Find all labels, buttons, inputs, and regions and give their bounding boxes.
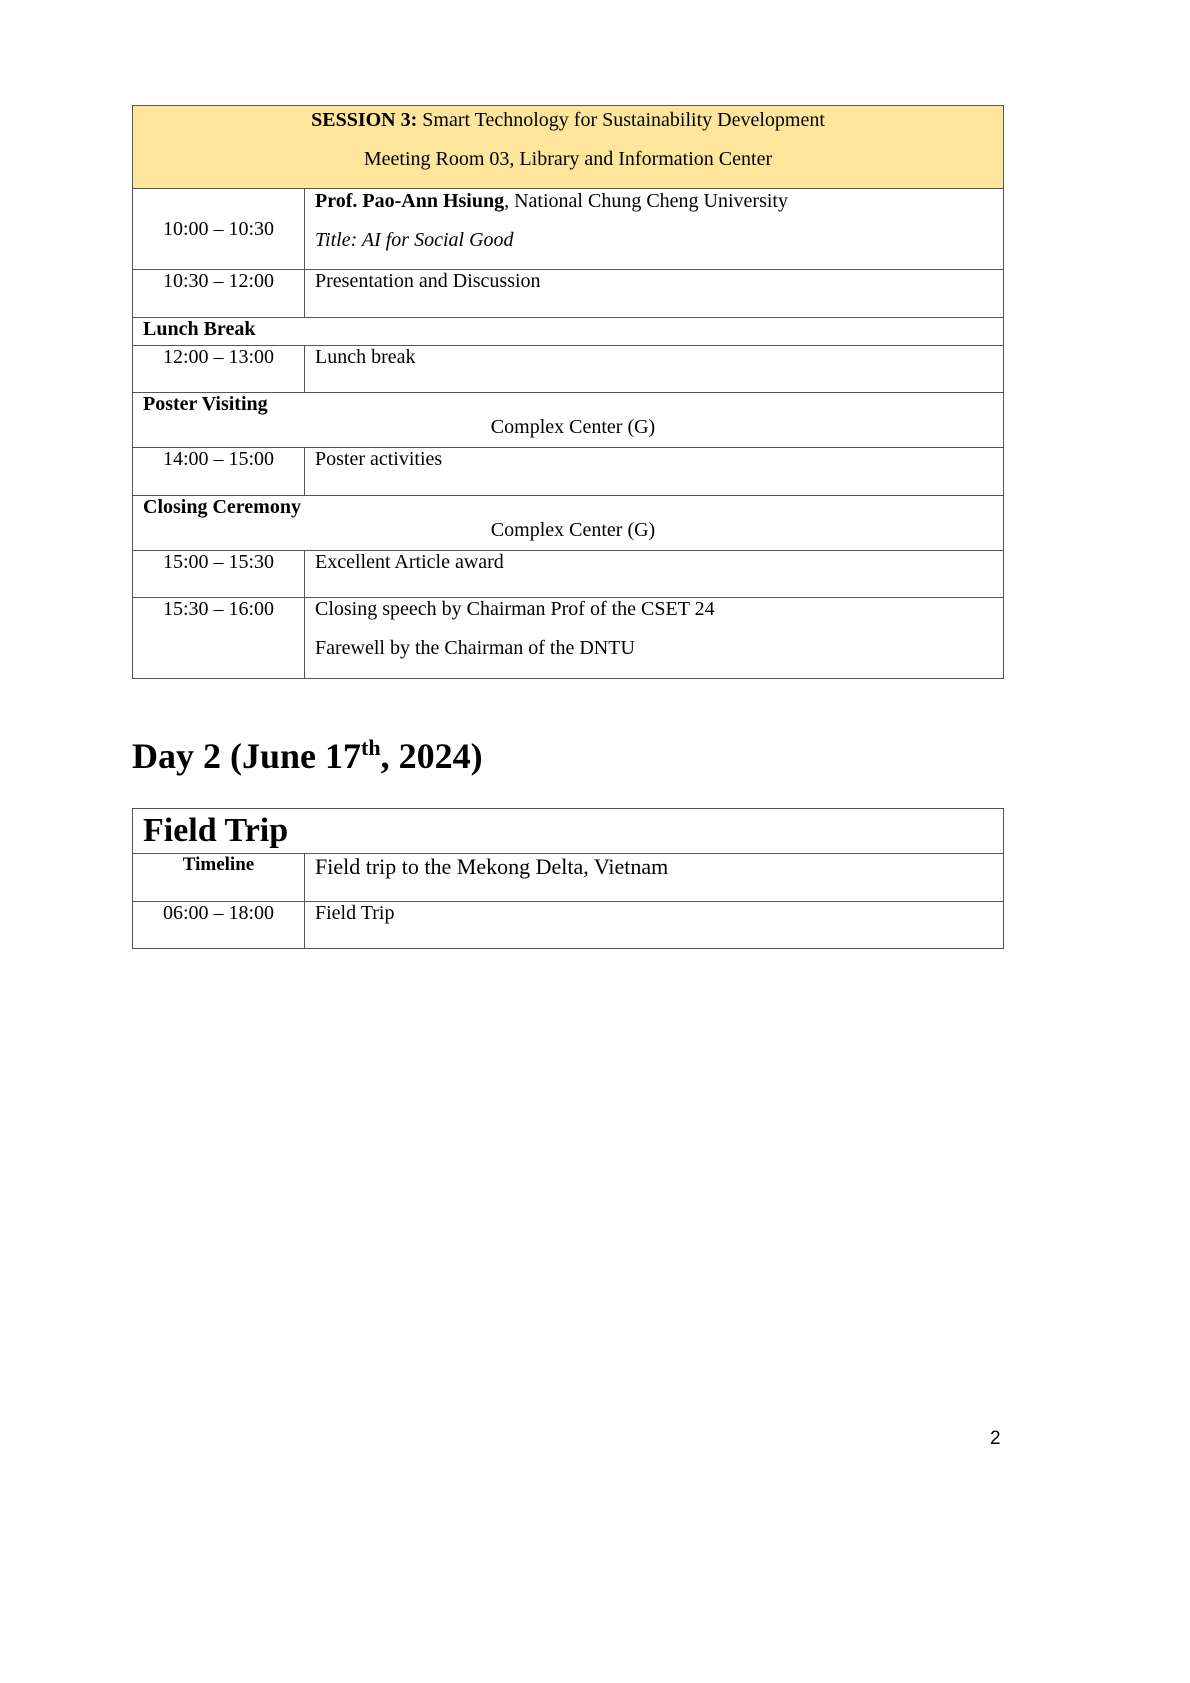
session-room: Meeting Room 03, Library and Information Center [363, 148, 773, 170]
speaker-name: Prof. Pao-Ann Hsiung [315, 190, 505, 212]
speaker-affiliation: , National Chung Cheng University [504, 190, 788, 212]
section-poster [133, 393, 1004, 448]
time-cell: 12:00 – 13:00 [133, 346, 305, 393]
activity-cell: Excellent Article award [305, 551, 1004, 598]
table-row [133, 551, 1004, 598]
time-cell: 15:00 – 15:30 [133, 551, 305, 598]
session-title: Smart Technology for Sustainability Development [417, 109, 825, 131]
day1-session3-table [132, 105, 1004, 679]
activity-cell: Presentation and Discussion [305, 270, 1004, 318]
table-row [133, 598, 1004, 679]
activity-cell: Field Trip [305, 902, 1004, 949]
activity-cell: Poster activities [305, 448, 1004, 496]
time-cell: 14:00 – 15:00 [133, 448, 305, 496]
activity-line: Farewell by the Chairman of the DNTU [315, 637, 635, 659]
table-row [133, 902, 1004, 949]
section-title-lunch: Lunch Break [133, 318, 1004, 346]
time-cell: 15:30 – 16:00 [133, 598, 305, 679]
page-number: 2 [990, 1428, 1001, 1449]
fieldtrip-description: Field trip to the Mekong Delta, Vietnam [305, 854, 1004, 902]
table-row [133, 189, 1004, 270]
session-label: SESSION 3: [311, 109, 418, 131]
table-row [133, 270, 1004, 318]
day2-fieldtrip-table [132, 808, 1004, 949]
section-title-poster: Poster Visiting [143, 393, 268, 415]
activity-line: Closing speech by Chairman Prof of the CSET 24 [315, 598, 715, 620]
closing-location: Complex Center (G) [490, 519, 656, 541]
talk-title: Title: AI for Social Good [315, 229, 514, 251]
day2-heading: Day 2 (June 17th, 2024) [132, 735, 483, 776]
fieldtrip-title: Field Trip [133, 809, 1004, 854]
time-cell: 06:00 – 18:00 [133, 902, 305, 949]
session-header [133, 106, 1004, 189]
time-cell: 10:00 – 10:30 [133, 189, 305, 270]
table-row [133, 346, 1004, 393]
table-row [133, 448, 1004, 496]
section-closing [133, 496, 1004, 551]
activity-cell: Lunch break [305, 346, 1004, 393]
timeline-header: Timeline [133, 854, 305, 902]
poster-location: Complex Center (G) [490, 416, 656, 438]
section-title-closing: Closing Ceremony [143, 496, 301, 518]
time-cell: 10:30 – 12:00 [133, 270, 305, 318]
